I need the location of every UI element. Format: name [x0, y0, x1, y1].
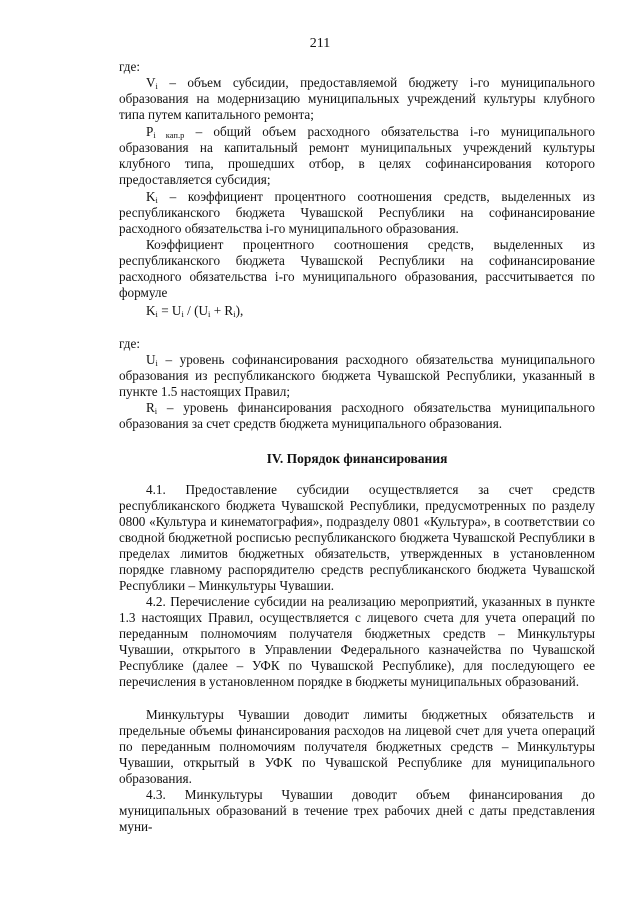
coefficient-paragraph: Коэффициент процентного соотношения средств, выделенных из республиканского бюджета Чувашской Республики на софинансирование расходного обязательства i-го муниципального образования, рассчитывается по формуле — [119, 237, 595, 300]
paragraph-4-3: 4.3. Минкультуры Чувашии доводит объем финансирования до муниципальных образований в течение трех рабочих дней с даты представления муни- — [119, 787, 595, 834]
definition-p: $P_{i кап.р}$ – общий объем расходного обязательства i-го муниципального образования на капитальный ремонт муниципальных учреждений культуры клубного типа, прошедших отбор, в целях софинансирования которого предоставляется субсидия; — [119, 124, 595, 187]
paragraph-minkult: Минкультуры Чувашии доводит лимиты бюджетных обязательств и предельные объемы финансирования расходов на лицевой счет для учета операций по переданным полномочиям получателя бюджетных средств – Минкультуры Чувашии, открытый в УФК по Чувашской Республике для муниципального образования. — [119, 707, 595, 786]
definition-u: $U_i$ – уровень софинансирования расходного обязательства муниципального образования из республиканского бюджета Чувашской Республики, указанный в пункте 1.5 настоящих Правил; — [119, 352, 595, 399]
where-label-1: где: — [119, 59, 140, 74]
paragraph-4-1: 4.1. Предоставление субсидии осуществляется за счет средств республиканского бюджета Чувашской Республики, предусмотренных по разделу 0800 «Культура и кинематография», подразделу 0801 «Культура», в соответствии со сводной бюджетной росписью республиканского бюджета Чувашской Республики в пределах лимитов бюджетных обязательств, утвержденных в установленном порядке главному распорядителю средств республиканского бюджета Чувашской Республики – Минкультуры Чувашии. — [119, 482, 595, 593]
formula: $K_i = U_i / (U_i + R_i)$, — [146, 303, 244, 319]
section-heading: IV. Порядок финансирования — [266, 451, 448, 466]
definition-r: $R_i$ – уровень финансирования расходного обязательства муниципального образования за счет средств бюджета муниципального образования. — [119, 400, 595, 431]
page-number: 211 — [309, 36, 331, 51]
where-label-2: где: — [119, 336, 140, 351]
definition-v: $V_i$ – объем субсидии, предоставляемой бюджету i-го муниципального образования на модернизацию муниципальных учреждений культуры клубного типа путем капитального ремонта; — [119, 75, 595, 122]
paragraph-4-2: 4.2. Перечисление субсидии на реализацию мероприятий, указанных в пункте 1.3 настоящих Правил, осуществляется с лицевого счета для учета операций по переданным полномочиям получателя бюджетных средств – Минкультуры Чувашии, открытого в Управлении Федерального казначейства по Чувашской Республике (далее – УФК по Чувашской Республике), для последующего ее перечисления в установленном порядке в бюджеты муниципальных образований. — [119, 594, 595, 689]
definition-k: $K_i$ – коэффициент процентного соотношения средств, выделенных из республиканского бюджета Чувашской Республики на софинансирование расходного обязательства i-го муниципального образования. — [119, 189, 595, 236]
